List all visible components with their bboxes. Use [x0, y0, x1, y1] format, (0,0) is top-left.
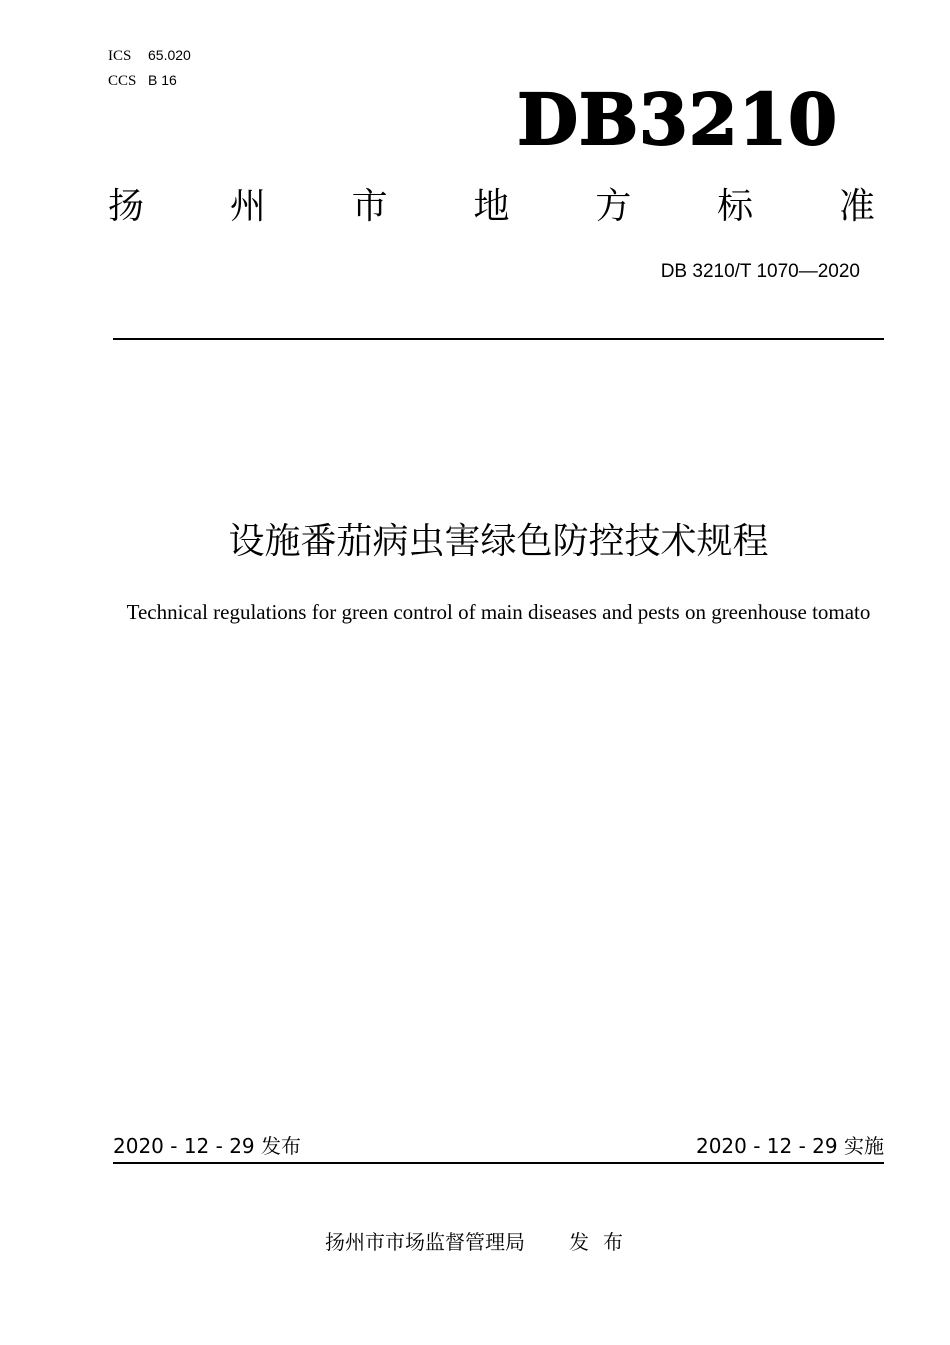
standard-number: DB 3210/T 1070—2020 — [660, 261, 860, 282]
standard-type-char: 扬 — [108, 186, 145, 227]
ccs-value: B 16 — [148, 72, 177, 88]
issuer-action: 发布 — [569, 1230, 637, 1254]
standard-type-char: 准 — [838, 186, 875, 227]
standard-type-char: 州 — [229, 186, 266, 227]
publish-date: 2020 - 12 - 29 发布 — [113, 1134, 302, 1158]
issuer-name: 扬州市市场监督管理局 — [325, 1230, 525, 1254]
standard-type — [108, 184, 875, 230]
ics-value: 65.020 — [148, 47, 191, 63]
standard-type-char: 方 — [595, 186, 632, 227]
ics-label: ICS — [108, 48, 132, 64]
standard-mark: DB3210 — [517, 78, 838, 161]
standard-type-char: 地 — [473, 186, 510, 227]
issuer-line — [325, 1229, 637, 1255]
bottom-divider — [113, 1162, 884, 1164]
document-title-en: Technical regulations for green control of main diseases and pests on greenhouse tomato — [126, 600, 871, 624]
ics-row — [108, 46, 191, 65]
ccs-label: CCS — [108, 73, 137, 89]
top-divider — [113, 338, 884, 340]
standard-type-char: 市 — [351, 186, 388, 227]
implement-date: 2020 - 12 - 29 实施 — [695, 1134, 884, 1158]
standard-type-char: 标 — [717, 186, 754, 227]
document-title-zh: 设施番茄病虫害绿色防控技术规程 — [228, 521, 769, 562]
ccs-row — [108, 71, 177, 90]
